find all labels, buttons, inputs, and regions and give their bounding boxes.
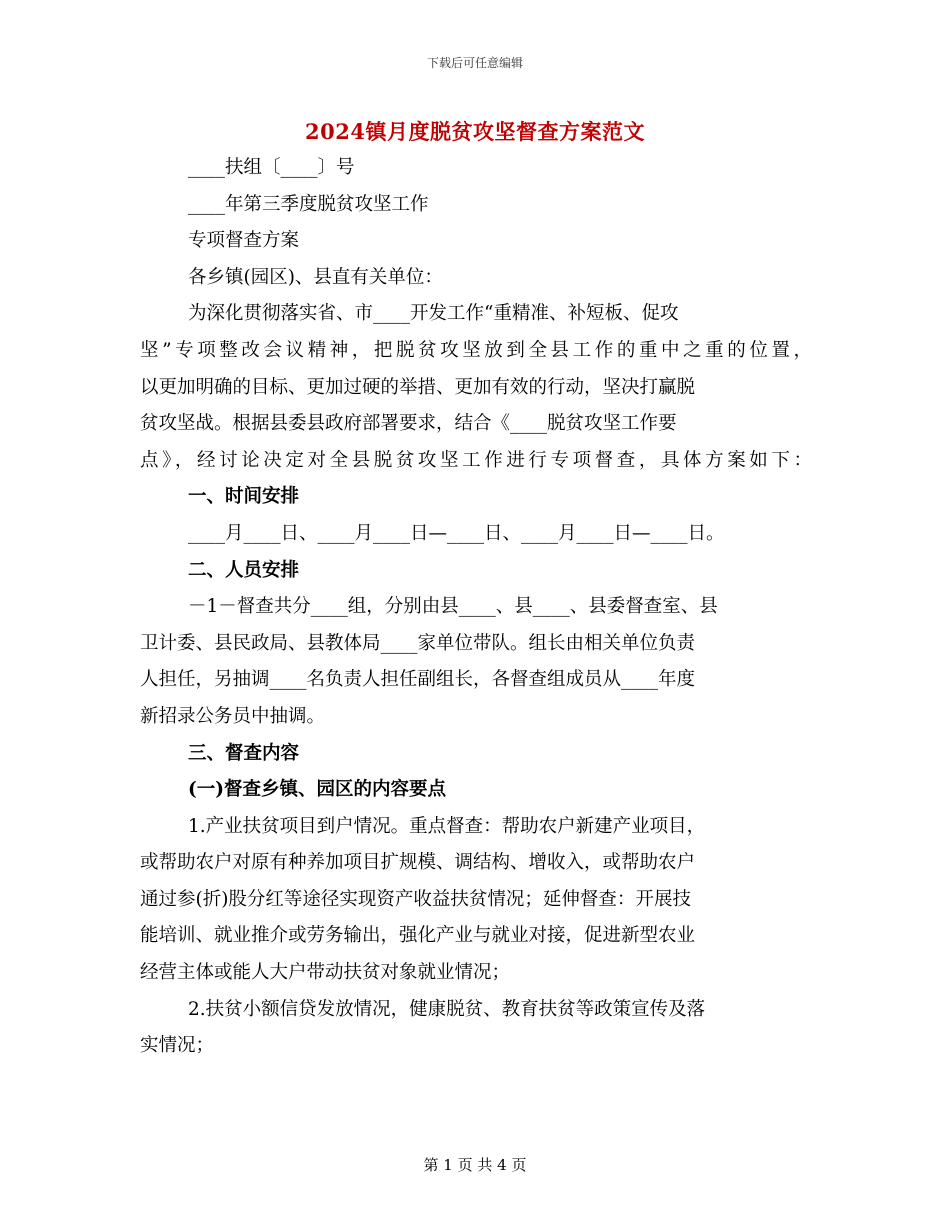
body-line: 新招录公务员中抽调。 [140, 705, 326, 727]
body-line: 人担任，另抽调____名负责人担任副组长，各督查组成员从____年度 [140, 669, 696, 691]
section-heading: 三、督查内容 [188, 742, 300, 764]
body-line: ____扶组〔____〕号 [188, 157, 355, 178]
body-line: 卫计委、县民政局、县教体局____家单位带队。组长由相关单位负责 [140, 632, 696, 654]
body-line: 各乡镇(园区)、县直有关单位： [188, 266, 443, 288]
body-line: 坚”专项整改会议精神，把脱贫攻坚放到全县工作的重中之重的位置， [140, 339, 812, 361]
section-heading: 二、人员安排 [188, 559, 300, 581]
section-heading: (一)督查乡镇、园区的内容要点 [188, 779, 447, 801]
section-heading: 一、时间安排 [188, 486, 300, 508]
body-line: 或帮助农户对原有种养加项目扩规模、调结构、增收入，或帮助农户 [140, 852, 696, 874]
body-line: 2.扶贫小额信贷发放情况，健康脱贫、教育扶贫等政策宣传及落 [188, 998, 706, 1020]
body-line: 实情况； [140, 1035, 215, 1057]
page-footer: 第 1 页 共 4 页 [423, 1156, 527, 1174]
body-line: 通过参(折)股分红等途径实现资产收益扶贫情况；延伸督查：开展技 [140, 888, 691, 910]
body-line: 为深化贯彻落实省、市____开发工作“重精准、补短板、促攻 [188, 303, 679, 325]
document-body [140, 150, 812, 1065]
document-title: 2024镇月度脱贫攻坚督查方案范文 [305, 119, 645, 144]
body-line: 能培训、就业推介或劳务输出，强化产业与就业对接，促进新型农业 [140, 925, 696, 947]
body-line: ____月____日、____月____日—____日、____月____日—____日。 [188, 522, 725, 544]
body-line: 1.产业扶贫项目到户情况。重点督查：帮助农户新建产业项目， [188, 815, 706, 837]
body-line: 贫攻坚战。根据县委县政府部署要求，结合《____脱贫攻坚工作要 [140, 413, 677, 435]
body-line: ____年第三季度脱贫攻坚工作 [188, 193, 429, 215]
body-line: 点》，经讨论决定对全县脱贫攻坚工作进行专项督查，具体方案如下： [140, 449, 812, 471]
body-line: 以更加明确的目标、更加过硬的举措、更加有效的行动，坚决打赢脱 [140, 376, 696, 398]
body-line: －1－督查共分____组，分别由县____、县____、县委督查室、县 [188, 596, 718, 618]
body-line: 经营主体或能人大户带动扶贫对象就业情况； [140, 962, 511, 984]
body-line: 专项督查方案 [188, 230, 300, 252]
header-note: 下载后可任意编辑 [426, 56, 523, 70]
